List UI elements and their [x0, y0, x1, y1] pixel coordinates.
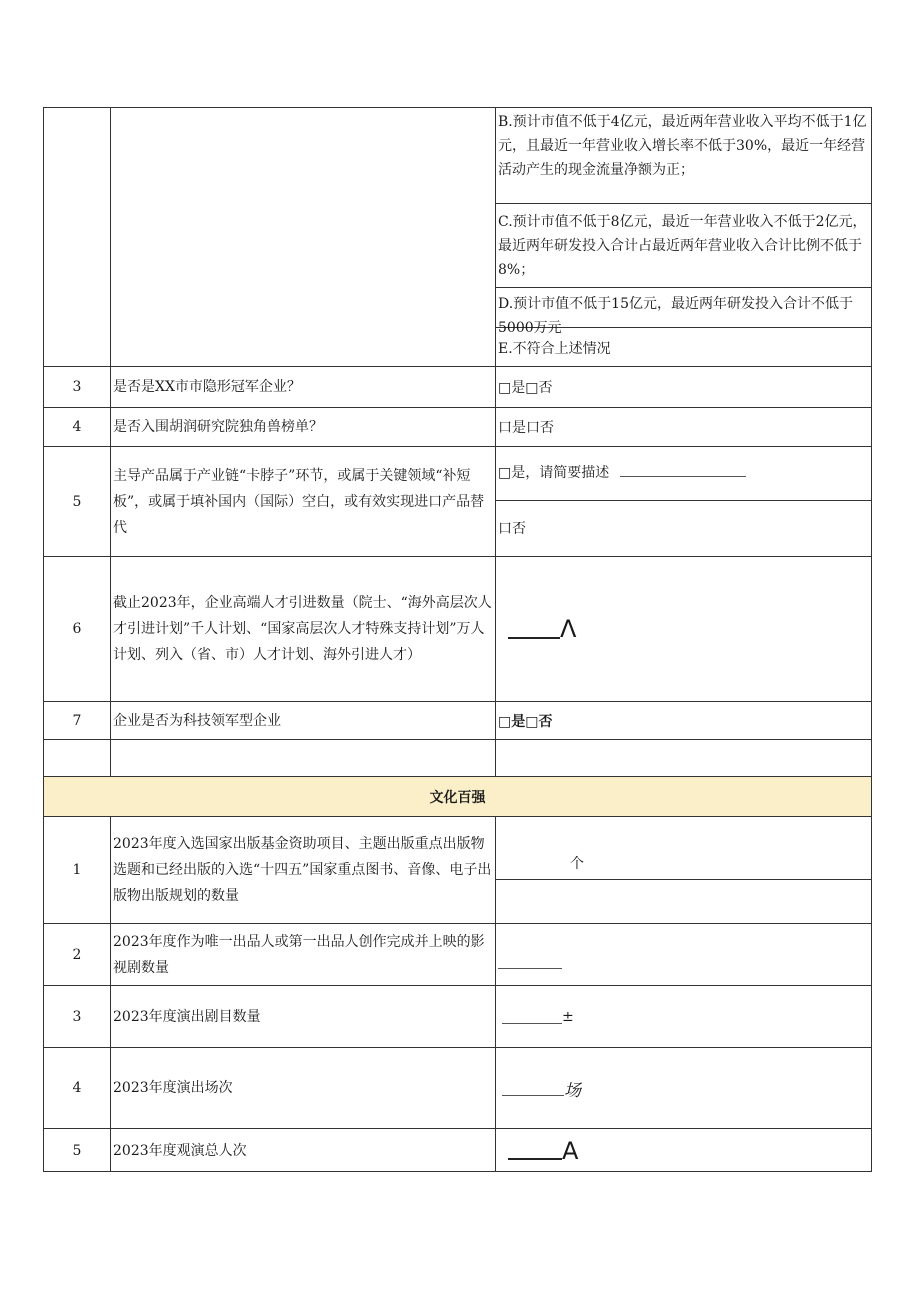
unicorn-list-row: [44, 408, 871, 447]
row-answer: [496, 740, 871, 776]
row-number: 6: [44, 557, 111, 701]
repertoire-count-field[interactable]: [502, 1009, 562, 1024]
row-item: 2023年度演出剧目数量: [111, 986, 496, 1047]
row-number: 4: [44, 1048, 111, 1128]
row-item: 截止2023年，企业高端人才引进数量（院士、“海外高层次人才引进计划”千人计划、“国家高层次人才特殊支持计划”万人计划、列入（省、市）人才计划、海外引进人才）: [111, 557, 496, 701]
row-item: 是否是XX市市隐形冠军企业？: [111, 367, 496, 407]
talent-count-row: [44, 557, 871, 702]
culture-row-1: [44, 817, 871, 924]
unit-label: A: [562, 1136, 579, 1165]
audience-count-field[interactable]: [508, 1142, 562, 1160]
description-field[interactable]: [620, 476, 746, 477]
row-item: 主导产品属于产业链“卡脖子”环节，或属于关键领域“补短板”，或属于填补国内（国际）空白，或有效实现进口产品替代: [111, 447, 496, 556]
row-item: [111, 108, 496, 366]
row-number: 5: [44, 447, 111, 556]
row-number: 4: [44, 408, 111, 446]
culture-row-5: [44, 1129, 871, 1172]
row-item: 2023年度演出场次: [111, 1048, 496, 1128]
empty-row: [44, 740, 871, 777]
yes-no-checkbox[interactable]: 口是口否: [498, 420, 554, 436]
section-title-culture: 文化百强: [44, 777, 871, 817]
option-c[interactable]: C.预计市值不低于8亿元，最近一年营业收入不低于2亿元，最近两年研发投入合计占最近两年营业收入合计比例不低于8%；: [496, 204, 871, 288]
option-e[interactable]: E.不符合上述情况: [498, 341, 611, 357]
row-item: 2023年度作为唯一出品人或第一出品人创作完成并上映的影视剧数量: [111, 924, 496, 985]
row-number: 7: [44, 702, 111, 739]
key-product-row: [44, 447, 871, 557]
unit-label: Λ: [560, 615, 577, 643]
row-number: 3: [44, 986, 111, 1047]
unit-label: 个: [570, 856, 584, 872]
talent-count-field[interactable]: [508, 619, 560, 639]
extra-field[interactable]: [496, 880, 871, 923]
application-form-table: [43, 107, 872, 1172]
yes-no-checkbox[interactable]: □是□否: [498, 713, 553, 730]
yes-no-checkbox[interactable]: □是□否: [498, 380, 553, 396]
publication-count-field[interactable]: [496, 817, 871, 880]
culture-row-2: [44, 924, 871, 986]
option-b[interactable]: B.预计市值不低于4亿元，最近两年营业收入平均不低于1亿元，且最近一年营业收入增长率不低于30%，最近一年经营活动产生的现金流量净额为正；: [496, 108, 871, 204]
row-item: 2023年度观演总人次: [111, 1129, 496, 1172]
no-checkbox[interactable]: 口否: [498, 521, 526, 537]
performance-count-field[interactable]: [502, 1081, 564, 1096]
option-d[interactable]: D.预计市值不低于15亿元，最近两年研发投入合计不低于5000万元: [496, 288, 871, 328]
criteria-row: [44, 108, 871, 367]
row-number: 2: [44, 924, 111, 985]
row-number: [44, 108, 111, 366]
culture-row-3: [44, 986, 871, 1048]
hidden-champion-row: [44, 367, 871, 408]
culture-row-4: [44, 1048, 871, 1129]
row-number: 5: [44, 1129, 111, 1172]
yes-checkbox[interactable]: □是，请简要描述: [498, 465, 610, 481]
tech-leader-row: [44, 702, 871, 740]
unit-label: ±: [562, 1008, 574, 1025]
row-item: 是否入围胡润研究院独角兽榜单？: [111, 408, 496, 446]
unit-label: 场: [564, 1080, 581, 1101]
row-item: 企业是否为科技领军型企业: [111, 702, 496, 739]
row-number: [44, 740, 111, 776]
row-number: 1: [44, 817, 111, 923]
film-count-field[interactable]: [498, 956, 562, 969]
row-number: 3: [44, 367, 111, 407]
row-item: [111, 740, 496, 776]
row-item: 2023年度入选国家出版基金资助项目、主题出版重点出版物选题和已经出版的入选“十四五”国家重点图书、音像、电子出版物出版规划的数量: [111, 817, 496, 923]
criteria-options: [496, 108, 871, 366]
